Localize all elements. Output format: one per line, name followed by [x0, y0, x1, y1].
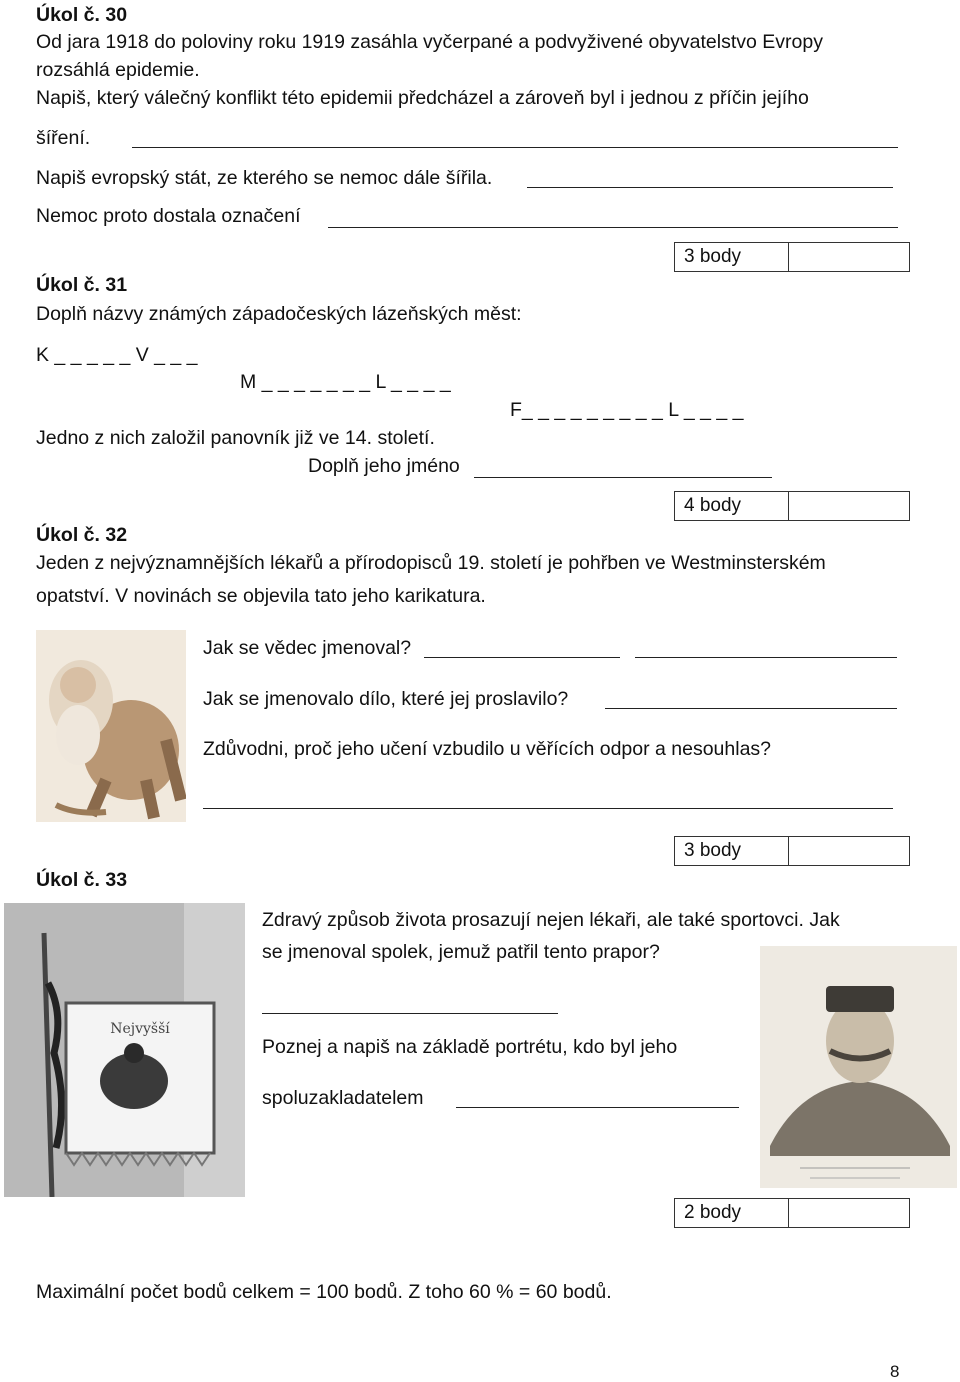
- answer-line-33-1[interactable]: [262, 1013, 558, 1014]
- town-blank-1[interactable]: K _ _ _ _ _ V _ _ _: [36, 344, 198, 366]
- score-value-field[interactable]: [789, 243, 909, 271]
- flag-inscription: Nejvyšší: [110, 1021, 170, 1037]
- task-30-intro-line1: Od jara 1918 do poloviny roku 1919 zasáhla vyčerpané a podvyživené obyvatelstvo Evropy: [36, 31, 823, 53]
- score-label: 3 body: [675, 243, 789, 271]
- answer-line-33-2[interactable]: [456, 1107, 739, 1108]
- task-30-intro-line2: rozsáhlá epidemie.: [36, 59, 200, 81]
- tyrs-portrait-image: [760, 946, 957, 1188]
- score-box-32: [674, 836, 910, 866]
- score-label: 3 body: [675, 837, 789, 865]
- answer-line-30-1[interactable]: [132, 147, 898, 148]
- score-value-field[interactable]: [789, 837, 909, 865]
- score-label: 4 body: [675, 492, 789, 520]
- task-32-question2: Jak se jmenovalo dílo, které jej proslavilo?: [203, 688, 569, 710]
- score-box-30: [674, 242, 910, 272]
- town-blank-2[interactable]: M _ _ _ _ _ _ _ L _ _ _ _: [240, 371, 451, 393]
- answer-line-30-3[interactable]: [328, 227, 898, 228]
- score-box-31: [674, 491, 910, 521]
- caricature-drawing: [36, 630, 186, 822]
- task-32-title: Úkol č. 32: [36, 524, 128, 546]
- task-32-question1: Jak se vědec jmenoval?: [203, 637, 412, 659]
- task-31-instruction: Doplň názvy známých západočeských lázeňských měst:: [36, 303, 522, 325]
- score-box-33: [674, 1198, 910, 1228]
- score-label: 2 body: [675, 1199, 789, 1227]
- answer-line-32-1a[interactable]: [424, 657, 620, 658]
- answer-line-32-3[interactable]: [203, 808, 893, 809]
- portrait-drawing: [760, 946, 957, 1188]
- flag-photo-drawing: [4, 903, 245, 1197]
- task-32-intro-line1: Jeden z nejvýznamnějších lékařů a přírodopisců 19. století je pohřben ve Westminsterském: [36, 552, 826, 574]
- town-blank-3[interactable]: F_ _ _ _ _ _ _ _ _ L _ _ _ _: [510, 399, 744, 421]
- answer-line-32-2[interactable]: [605, 708, 897, 709]
- total-points-summary: Maximální počet bodů celkem = 100 bodů. Z toho 60 % = 60 bodů.: [36, 1281, 612, 1303]
- sokol-flag-photo: [4, 903, 245, 1197]
- task-30-question2: Napiš evropský stát, ze kterého se nemoc dále šířila.: [36, 167, 493, 189]
- page-number: 8: [890, 1362, 900, 1381]
- task-30-title: Úkol č. 30: [36, 4, 128, 26]
- task-33-question2-line2: spoluzakladatelem: [262, 1087, 424, 1109]
- task-31-title: Úkol č. 31: [36, 274, 128, 296]
- task-30-question1-line1: Napiš, který válečný konflikt této epidemii předcházel a zároveň byl i jednou z příčin jejího: [36, 87, 809, 109]
- task-30-question1-line2: šíření.: [36, 127, 91, 149]
- task-33-title: Úkol č. 33: [36, 869, 128, 891]
- score-value-field[interactable]: [789, 1199, 909, 1227]
- task-32-intro-line2: opatství. V novinách se objevila tato jeho karikatura.: [36, 585, 486, 607]
- answer-line-32-1b[interactable]: [635, 657, 897, 658]
- score-value-field[interactable]: [789, 492, 909, 520]
- task-30-question3: Nemoc proto dostala označení: [36, 205, 301, 227]
- task-31-question2: Doplň jeho jméno: [308, 455, 460, 477]
- task-32-question3: Zdůvodni, proč jeho učení vzbudilo u věřících odpor a nesouhlas?: [203, 738, 772, 760]
- answer-line-30-2[interactable]: [527, 187, 893, 188]
- task-33-question1-line1: Zdravý způsob života prosazují nejen lékaři, ale také sportovci. Jak: [262, 909, 840, 931]
- task-33-question1-line2: se jmenoval spolek, jemuž patřil tento prapor?: [262, 941, 660, 963]
- task-33-question2-line1: Poznej a napiš na základě portrétu, kdo byl jeho: [262, 1036, 678, 1058]
- answer-line-31[interactable]: [474, 477, 772, 478]
- task-31-question1: Jedno z nich založil panovník již ve 14. století.: [36, 427, 435, 449]
- darwin-caricature-image: [36, 630, 186, 822]
